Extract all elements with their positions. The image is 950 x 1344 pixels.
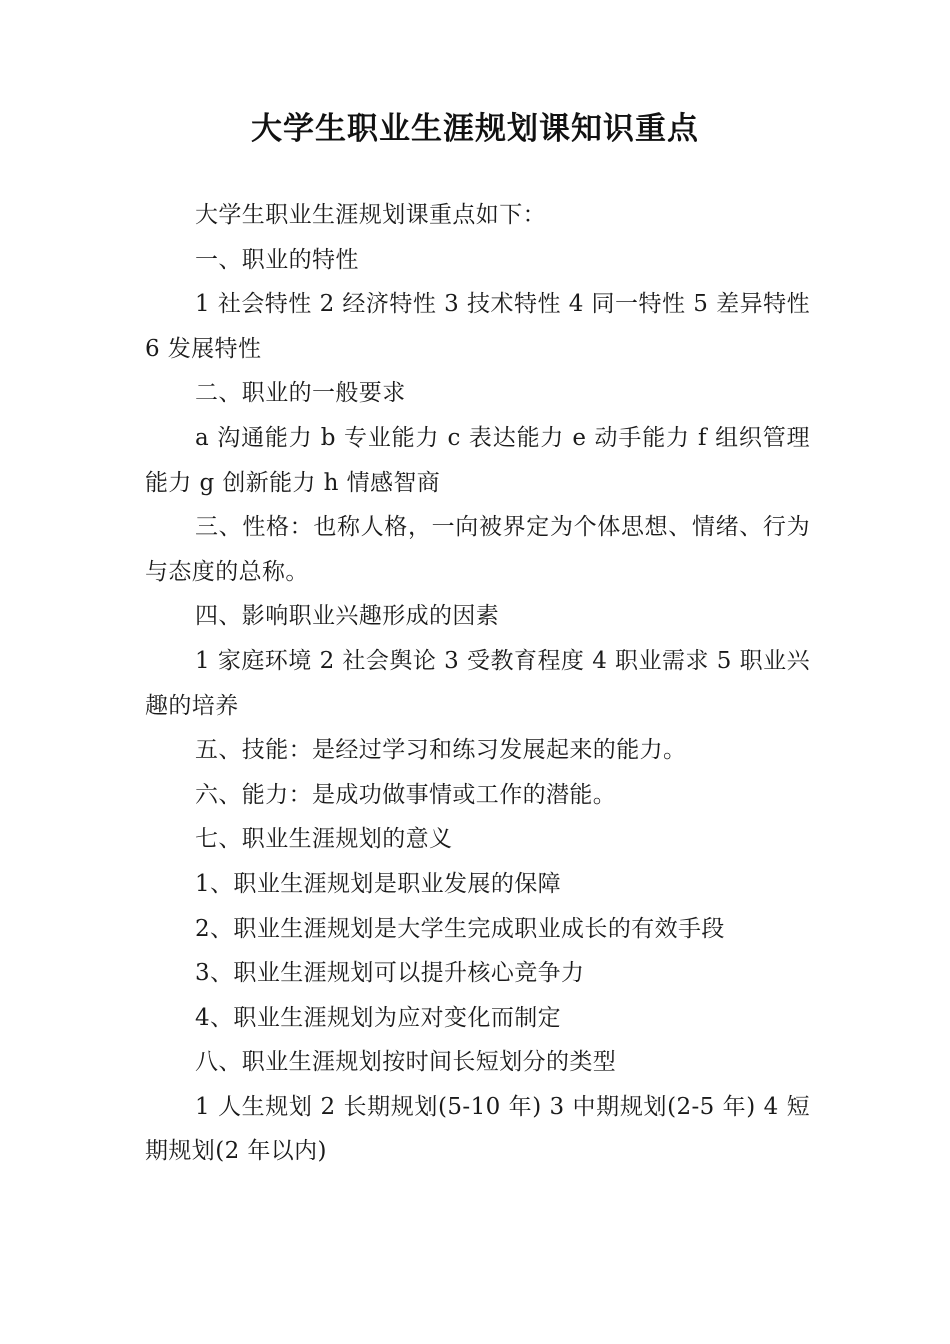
section-content-2: a 沟通能力 b 专业能力 c 表达能力 e 动手能力 f 组织管理能力 g 创新能力 h 情感智商	[145, 424, 810, 496]
section-content-8: 1 人生规划 2 长期规划(5-10 年) 3 中期规划(2-5 年) 4 短期规划(2 年以内)	[145, 1093, 810, 1165]
list-item: 3、职业生涯规划可以提升核心竞争力	[195, 960, 585, 987]
list-item: 2、职业生涯规划是大学生完成职业成长的有效手段	[195, 915, 725, 942]
section-content-4: 1 家庭环境 2 社会舆论 3 受教育程度 4 职业需求 5 职业兴趣的培养	[145, 647, 810, 719]
section-heading-8: 八、职业生涯规划按时间长短划分的类型	[195, 1049, 617, 1076]
section-heading-7: 七、职业生涯规划的意义	[195, 826, 453, 853]
list-item: 1、职业生涯规划是职业发展的保障	[195, 870, 562, 897]
section-6-ability: 六、能力：是成功做事情或工作的潜能。	[195, 781, 617, 808]
document-title: 大学生职业生涯规划课知识重点	[251, 110, 699, 147]
section-heading-4: 四、影响职业兴趣形成的因素	[195, 603, 500, 630]
list-item: 4、职业生涯规划为应对变化而制定	[195, 1004, 562, 1031]
section-5-skills: 五、技能：是经过学习和练习发展起来的能力。	[195, 737, 687, 764]
section-heading-1: 一、职业的特性	[195, 246, 359, 273]
section-3-personality: 三、性格：也称人格，一向被界定为个体思想、情绪、行为与态度的总称。	[145, 514, 810, 585]
intro-paragraph: 大学生职业生涯规划课重点如下：	[195, 202, 546, 228]
document-body	[145, 193, 810, 1174]
section-heading-2: 二、职业的一般要求	[195, 380, 406, 407]
section-content-1: 1 社会特性 2 经济特性 3 技术特性 4 同一特性 5 差异特性 6 发展特性	[145, 291, 810, 362]
